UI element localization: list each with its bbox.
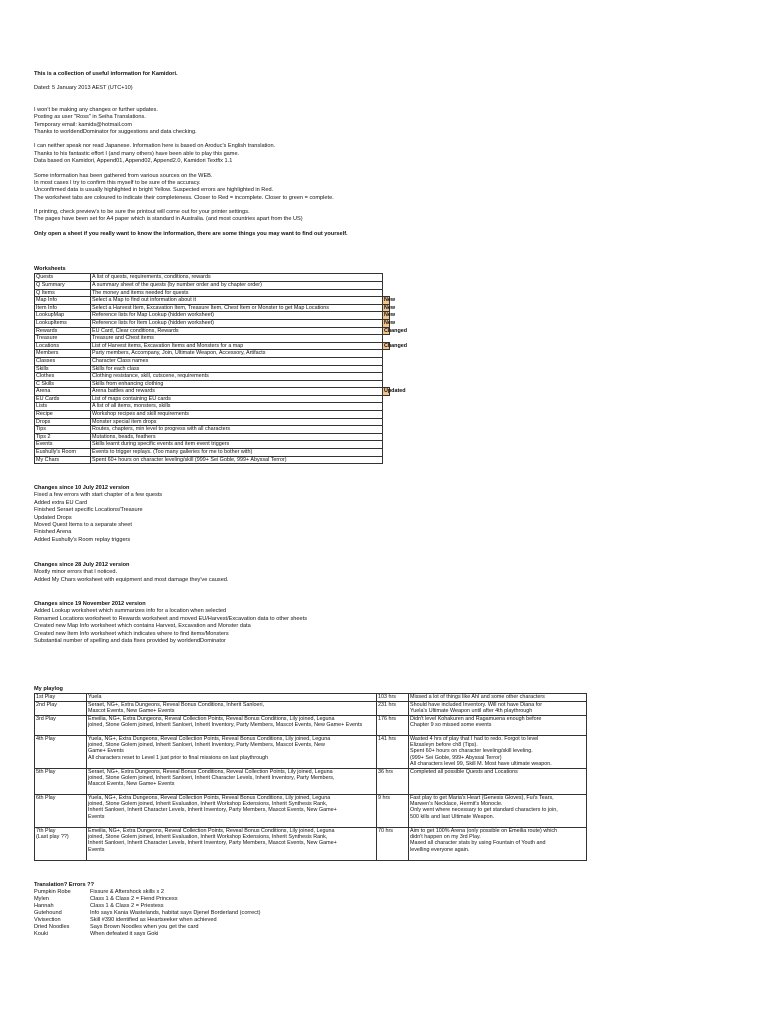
worksheet-description: A list of all items, monsters, skills <box>91 403 383 411</box>
playlog-hours-text: 9 hrs <box>378 794 390 801</box>
accuracy-block <box>34 173 348 203</box>
playlog-conditions <box>87 701 377 715</box>
translation-row <box>34 889 260 896</box>
worksheet-name: Tips 2 <box>35 433 91 441</box>
worksheet-description: Reference lists for Map Lookup (hidden worksheet) <box>91 312 383 320</box>
worksheet-row <box>35 304 390 312</box>
playlog-section <box>34 686 587 861</box>
playlog-conditions-text: Yuela, NG+, Extra Dungeons, Reveal Collection Points, Reveal Bonus Conditions, Lily joined, Leguna joined, Stone Golem joined, Inherit Sanloeri, Inherit Inventory, Party Members, Mascot Events, New Game+ Events All characters reset to Level 1 just prior to final missions on last playthrough <box>88 735 331 761</box>
change-line: Added Lookup worksheet which summarizes info for a location when selected <box>34 608 227 615</box>
worksheet-row <box>35 335 390 343</box>
worksheet-description: Spent 60+ hours on character leveling/skill (999+ Sei Goble, 999+ Abyssal Terror) <box>91 456 383 464</box>
playlog-play <box>35 701 87 715</box>
document-title: This is a collection of useful information for Kamidori. <box>34 71 178 77</box>
playlog-notes <box>409 735 587 768</box>
worksheet-row <box>35 357 390 365</box>
text-line: If printing, check preview's to be sure the printout will come out for your printer settings. <box>34 209 250 216</box>
playlog-row <box>35 827 587 860</box>
playlog-hours-text: 141 hrs <box>378 735 396 742</box>
change-line: Finished Arena <box>34 529 72 536</box>
playlog-hours-text: 70 hrs <box>378 827 393 834</box>
playlog-play <box>35 694 87 701</box>
translation-term: Dried Noodles <box>34 924 70 931</box>
change-line: Fixed a few errors with start chapter of a few quests <box>34 492 163 499</box>
changes-heading: Changes since 19 November 2012 version <box>34 601 146 607</box>
worksheet-description: EU Card, Clear conditions, Rewards <box>91 327 383 335</box>
playlog-row <box>35 701 587 715</box>
translation-term: Kouki <box>34 931 48 938</box>
changes-heading: Changes since 10 July 2012 version <box>34 485 130 491</box>
text-line: Posting as user "Ross" in Seiha Translations. <box>34 114 146 121</box>
playlog-notes <box>409 827 587 860</box>
worksheet-row <box>35 433 390 441</box>
worksheet-row <box>35 289 390 297</box>
translation-term: Gutehound <box>34 910 62 917</box>
translation-row <box>34 917 260 924</box>
spoiler-warning: Only open a sheet if you really want to know the information, there are some things you may want to find out yourself. <box>34 230 348 237</box>
worksheet-name: LookupItems <box>35 319 91 327</box>
worksheet-row <box>35 319 390 327</box>
worksheet-row <box>35 312 390 320</box>
change-line: Created new Map Info worksheet which contains Harvest, Excavation and Monster data <box>34 623 251 630</box>
playlog-conditions-text: Seraet, NG+, Extra Dungeons, Reveal Bonus Conditions, Reveal Collection Points, Lily joined, Leguna joined, Stone Golem joined, Inherit Sanloeri, Inherit Character Levels, Inherit Inventory, Party Members, Mascot Events, New Game+ Events <box>88 768 335 788</box>
worksheet-name: Q Summary <box>35 281 91 289</box>
worksheet-status-tag: Changed <box>384 342 408 349</box>
playlog-notes-text: Aim to get 100% Arena (only possible on Emeilia route) which didn't happen on my 3rd Play. Maxed all character stats by using Fountain of Youth and levelling everyone again. <box>410 827 558 853</box>
worksheet-description: Monster special item drops <box>91 418 383 426</box>
worksheet-name: Lists <box>35 403 91 411</box>
playlog-heading: My playlog <box>34 686 63 692</box>
worksheet-status-tag: New <box>384 312 396 319</box>
playlog-play <box>35 768 87 794</box>
playlog-hours <box>377 701 409 715</box>
changes-3 <box>34 601 307 645</box>
text-line: I won't be making any changes or further updates. <box>34 106 158 113</box>
translation-term: Vivisection <box>34 917 61 924</box>
playlog-play-text: 7th Play (Last play ??) <box>36 827 69 841</box>
text-line: Unconfirmed data is usually highlighted in bright Yellow. Suspected errors are highlighted in Red. <box>34 187 274 194</box>
worksheets-table <box>34 273 408 464</box>
playlog-play <box>35 715 87 735</box>
worksheet-description: Arena battles and rewards <box>91 388 383 396</box>
worksheet-name: Clothes <box>35 373 91 381</box>
playlog-notes <box>409 715 587 735</box>
translation-row <box>34 924 260 931</box>
changes-2 <box>34 562 228 584</box>
text-line: In most cases I try to confirm this myself to be sure of the accuracy. <box>34 179 201 186</box>
playlog-table <box>34 693 587 860</box>
playlog-notes-text: Completed all possible Quests and Locations <box>410 768 518 775</box>
text-line: Thanks to worldendDominator for suggestions and data checking. <box>34 128 197 135</box>
translation-row <box>34 903 260 910</box>
text-line: Thanks to his fantastic effort I (and many others) have been able to play this game. <box>34 150 240 157</box>
worksheet-description: Events to trigger replays. (Too many galleries for me to bother with) <box>91 449 383 457</box>
translation-note: Info says Kania Wastelands, habitat says Djenel Borderland (correct) <box>90 910 261 917</box>
text-line: The worksheet tabs are coloured to indicate their completeness. Closer to Red = incomplete. Closer to green = complete. <box>34 194 334 201</box>
playlog-conditions-text: Emeilia, NG+, Extra Dungeons, Reveal Collection Points, Reveal Bonus Conditions, Lily joined, Leguna joined, Stone Golem joined, Inherit Sanloeri, Inherit Inventory, Party Members, Mascot Events, New Game+ Events <box>88 715 363 729</box>
text-line: Some information has been gathered from various sources on the WEB. <box>34 172 213 179</box>
worksheet-row <box>35 388 390 396</box>
translation-row <box>34 896 260 903</box>
playlog-conditions <box>87 768 377 794</box>
text-line: Temporary email: kamids@hotmail.com <box>34 121 133 128</box>
worksheet-description: List of Harvest items, Excavation Items and Monsters for a map <box>91 342 383 350</box>
playlog-conditions-text: Yuela, NG+, Extra Dungeons, Reveal Collection Points, Reveal Bonus Conditions, Lily joined, Leguna joined, Stone Golem joined, Inherit Evaluation, Inherit Workshop Extensions, Inherit Synthesis Rank, Inherit Sanloeri, Inherit Character Levels, Inherit Inventory, Party Members, Mascot Events, New Game+ Events <box>88 794 337 820</box>
playlog-play-text: 6th Play <box>36 794 56 801</box>
playlog-notes <box>409 694 587 701</box>
translation-note: Class 1 & Class 2 = Priestess <box>90 903 164 910</box>
translation-section <box>34 882 260 938</box>
playlog-hours <box>377 694 409 701</box>
worksheet-name: Members <box>35 350 91 358</box>
translation-row <box>34 931 260 938</box>
playlog-notes-text: Missed a lot of things like Ahl and some other characters <box>410 694 545 701</box>
printing-block <box>34 209 348 224</box>
translation-note: Class 1 & Class 2 = Fiend Princess <box>90 896 178 903</box>
playlog-row <box>35 715 587 735</box>
playlog-notes <box>409 701 587 715</box>
worksheet-name: Map Info <box>35 297 91 305</box>
playlog-play <box>35 794 87 827</box>
playlog-play-text: 3rd Play <box>36 715 56 722</box>
playlog-row <box>35 735 587 768</box>
worksheet-description: Skills for each class <box>91 365 383 373</box>
worksheet-description: Treasure and Chest items <box>91 335 383 343</box>
worksheet-name: Eushully's Room <box>35 449 91 457</box>
worksheet-name: C Skills <box>35 380 91 388</box>
worksheet-row <box>35 418 390 426</box>
text-line: The pages have been set for A4 paper which is standard in Australia. (and most countries apart from the US) <box>34 216 303 223</box>
playlog-row <box>35 794 587 827</box>
worksheet-row <box>35 411 390 419</box>
change-line: Mostly minor errors that I noticed. <box>34 569 118 576</box>
playlog-conditions <box>87 827 377 860</box>
worksheet-status-tag: New <box>384 297 396 304</box>
worksheet-status-tag: New <box>384 319 396 326</box>
playlog-conditions-text: Emeilia, NG+, Extra Dungeons, Reveal Collection Points, Reveal Bonus Conditions, Lily joined, Leguna joined, Stone Golem joined, Inherit Evaluation, Inherit Workshop Extensions, Inherit Synthesis Rank, Inherit Sanloeri, Inherit Character Levels, Inherit Inventory, Party Members, Mascot Events, New Game+ Events <box>88 827 337 853</box>
playlog-notes <box>409 794 587 827</box>
changes-1 <box>34 485 162 544</box>
worksheet-description: Character Class names <box>91 357 383 365</box>
worksheet-description: Routes, chapters, min level to progress with all characters <box>91 426 383 434</box>
playlog-conditions-text: Seraet, NG+, Extra Dungeons, Reveal Bonus Conditions, Inherit Sanloeri, Mascot Events, New Game+ Events <box>88 701 265 715</box>
change-line: Substantial number of spelling and data fixes provided by worldendDominator <box>34 637 226 644</box>
intro-section <box>34 71 348 238</box>
worksheet-row <box>35 373 390 381</box>
change-line: Created new Item Info worksheet which indicates where to find items/Monsters <box>34 630 229 637</box>
worksheet-description: Skills from enhancing clothing <box>91 380 383 388</box>
translation-term: Mylen <box>34 896 49 903</box>
change-line: Moved Quest Items to a separate sheet <box>34 521 132 528</box>
worksheet-name: Rewards <box>35 327 91 335</box>
worksheet-row <box>35 327 390 335</box>
playlog-notes-text: Wasted 4 hrs of play that I had to redo. Forgot to level Elizasleyn before ch8 (Tips). Spent 60+ hours on character leveling/skill leveling. (999+ Sei Goble, 999+ Abyssal Terror) All characters level 99, Skill M. Most have ultimate weapon. <box>410 735 552 768</box>
playlog-play-text: 5th Play <box>36 768 56 775</box>
worksheet-row <box>35 365 390 373</box>
playlog-row <box>35 694 587 701</box>
playlog-conditions <box>87 715 377 735</box>
worksheet-name: Tips <box>35 426 91 434</box>
translation-note: When defeated it says Goki <box>90 931 159 938</box>
worksheet-row <box>35 342 390 350</box>
changes-heading: Changes since 28 July 2012 version <box>34 562 130 568</box>
worksheet-row <box>35 281 390 289</box>
translation-term: Hannah <box>34 903 54 910</box>
worksheet-row <box>35 426 390 434</box>
change-line: Added extra EU Card <box>34 499 88 506</box>
worksheet-description: Select a Harvest Item, Excavation Item, Treasure Item, Chest Item or Monster to get Map Locations <box>91 304 383 312</box>
worksheet-name: Recipe <box>35 411 91 419</box>
worksheet-row <box>35 449 390 457</box>
playlog-notes-text: Didn't level Kohakuren and Ragamuena enough before Chapter 9 so missed some events <box>410 715 542 729</box>
playlog-hours-text: 231 hrs <box>378 701 396 708</box>
worksheet-description: Clothing resistance, skill, cutscene, requirements <box>91 373 383 381</box>
worksheet-name: Arena <box>35 388 91 396</box>
worksheet-name: Classes <box>35 357 91 365</box>
playlog-row <box>35 768 587 794</box>
worksheet-row <box>35 395 390 403</box>
translation-heading: Translation? Errors ?? <box>34 882 94 888</box>
playlog-notes <box>409 768 587 794</box>
change-line: Added Eushully's Room replay triggers <box>34 536 131 543</box>
playlog-hours-text: 36 hrs <box>378 768 393 775</box>
playlog-hours <box>377 715 409 735</box>
dated-line: Dated: 5 January 2013 AEST (UTC+10) <box>34 85 133 92</box>
worksheet-status-tag: Changed <box>384 327 408 334</box>
worksheet-name: Events <box>35 441 91 449</box>
translation-term: Pumpkin Robe <box>34 889 71 896</box>
worksheet-status-tag: New <box>384 304 396 311</box>
change-line: Updated Drops <box>34 514 72 521</box>
worksheet-row <box>35 297 390 305</box>
playlog-conditions <box>87 794 377 827</box>
playlog-play <box>35 827 87 860</box>
worksheet-name: My Chars <box>35 456 91 464</box>
playlog-play <box>35 735 87 768</box>
playlog-play-text: 4th Play <box>36 735 56 742</box>
playlog-hours <box>377 735 409 768</box>
worksheet-description: Skills learnt during specific events and item event triggers <box>91 441 383 449</box>
playlog-hours <box>377 794 409 827</box>
worksheet-description: Workshop recipes and skill requirements <box>91 411 383 419</box>
worksheet-name: Skills <box>35 365 91 373</box>
text-line: Data based on Kamidori, Append01, Append02, Append2.0, Kamidori Textfix 1.1 <box>34 158 233 165</box>
worksheet-row <box>35 456 390 464</box>
worksheet-name: EU Cards <box>35 395 91 403</box>
worksheet-description: Party members, Accompany, Join, Ultimate Weapon, Accessory, Artifacts <box>91 350 383 358</box>
translation-note: Fissure & Aftershock skills x 2 <box>90 889 164 896</box>
worksheet-description: A summary sheet of the quests (by number order and by chapter order) <box>91 281 383 289</box>
worksheet-name: Treasure <box>35 335 91 343</box>
worksheet-name: Drops <box>35 418 91 426</box>
playlog-notes-text: Fast play to get Maria's Heart (Genesis Gloves), Fui's Tears, Marwen's Necklace, Hermit's Monocle. Only went where necessary to get standard characters to join, 500 kills and last Ultimate Weapon. <box>410 794 558 820</box>
contact-block <box>34 107 348 137</box>
playlog-play-text: 2nd Play <box>36 701 57 708</box>
translation-row <box>34 910 260 917</box>
worksheet-row <box>35 274 390 282</box>
change-line: Added My Chars worksheet with equipment and most damage they've caused. <box>34 576 229 583</box>
playlog-hours-text: 176 hrs <box>378 715 396 722</box>
change-line: Finished Seraet specific Locations/Treasure <box>34 507 143 514</box>
language-block <box>34 143 348 165</box>
worksheets-heading: Worksheets <box>34 266 66 272</box>
worksheet-name: Q Items <box>35 289 91 297</box>
worksheets-section <box>34 266 408 464</box>
worksheet-description: A list of quests, requirements, conditions, rewards <box>91 274 383 282</box>
playlog-hours-text: 103 hrs <box>378 694 396 701</box>
playlog-conditions-text: Yuela <box>88 694 102 701</box>
text-line: I can neither speak nor read Japanese. Information here is based on Aroduc's English translation. <box>34 143 276 150</box>
worksheet-name: LookupMap <box>35 312 91 320</box>
playlog-hours <box>377 768 409 794</box>
translation-note: Skill #390 identified as Heartseeker when achieved <box>90 917 217 924</box>
translation-note: Says Brown Noodles when you get the card <box>90 924 199 931</box>
worksheet-name: Item Info <box>35 304 91 312</box>
change-line: Renamed Locations worksheet to Rewards worksheet and moved EU/Harvest/Excavation data to other sheets <box>34 615 307 622</box>
worksheet-name: Quests <box>35 274 91 282</box>
worksheet-row <box>35 350 390 358</box>
worksheet-description: Mutations, beads, feathers <box>91 433 383 441</box>
playlog-conditions <box>87 735 377 768</box>
worksheet-name: Locations <box>35 342 91 350</box>
worksheet-description: Select a Map to find out information about it <box>91 297 383 305</box>
worksheet-description: Reference lists for Item Lookup (hidden worksheet) <box>91 319 383 327</box>
worksheet-row <box>35 403 390 411</box>
playlog-play-text: 1st Play <box>36 694 56 701</box>
worksheet-status-tag: Updated <box>384 388 406 395</box>
worksheet-description: The money and items needed for quests <box>91 289 383 297</box>
playlog-hours <box>377 827 409 860</box>
worksheet-row <box>35 441 390 449</box>
worksheet-row <box>35 380 390 388</box>
playlog-notes-text: Should have included Inventory. Will not have Diana for Yuela's Ultimate Weapon until after 4th playthrough <box>410 701 543 715</box>
worksheet-description: List of maps containing EU cards <box>91 395 383 403</box>
playlog-conditions <box>87 694 377 701</box>
